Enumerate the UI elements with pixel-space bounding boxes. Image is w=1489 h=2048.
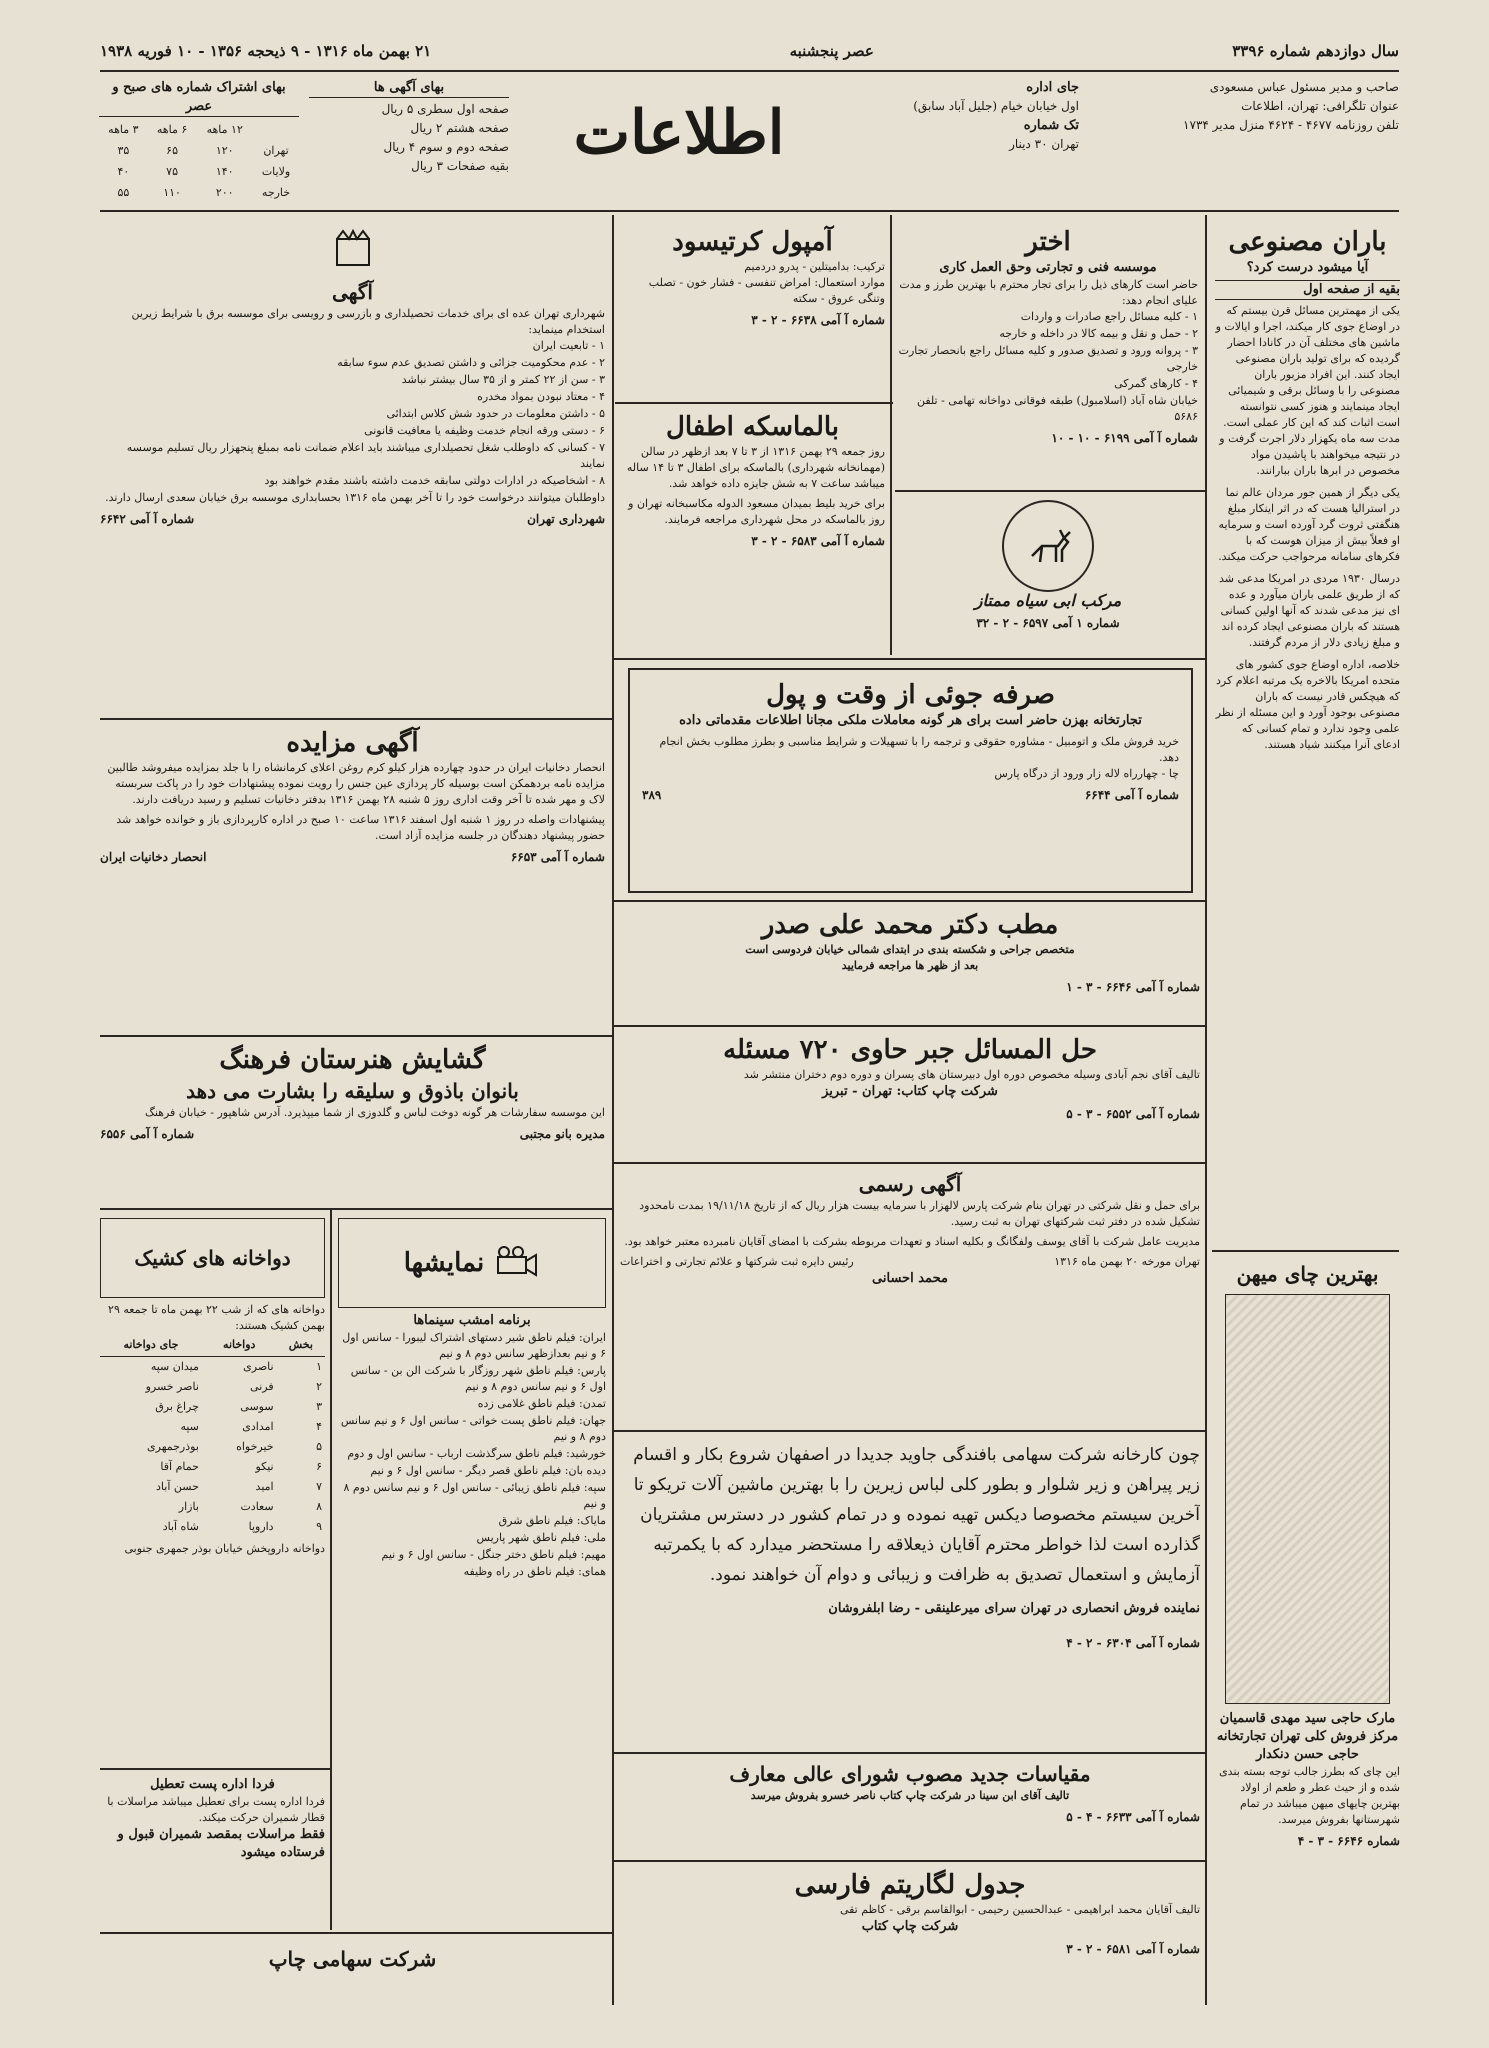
ad-body: تالیف آقایان محمد ابراهیمی - عبدالحسین رحیمی - ابوالقاسم برقی - کاظم تقی xyxy=(839,1903,1200,1916)
notice-note: فقط مراسلات بمقصد شمیران قبول و فرستاده میشود xyxy=(117,1827,325,1860)
notice-official xyxy=(620,1170,1200,1425)
office-label: جای اداره xyxy=(1026,80,1079,95)
table-row: ۵ خیرخواه بوذرجمهری xyxy=(147,1440,322,1453)
section-title: دواخانه های کشیک xyxy=(134,1246,291,1270)
issue-date: ۲۱ بهمن ماه ۱۳۱۶ - ۹ ذیحجه ۱۳۵۶ - ۱۰ فوریه ۱۹۳۸ xyxy=(100,42,432,60)
ad-title: بالماسکه اطفال xyxy=(665,412,840,442)
woman-illustration xyxy=(1225,1294,1390,1704)
section-pharmacies xyxy=(100,1218,325,1763)
notice-body: فردا اداره پست برای تعطیل میباشد مراسلات با قطار شمیران حرکت میکند. xyxy=(107,1795,325,1824)
table-row: ۲ فرنی ناصر خسرو xyxy=(145,1380,322,1393)
top-line xyxy=(100,42,1399,68)
ad-reference-row xyxy=(100,848,605,866)
ad-subtitle: تجارتخانه بهزن حاضر است برای هر گونه معاملات ملکی مجانا اطلاعات مقدماتی داده xyxy=(679,713,1142,728)
notice-body: مدیریت عامل شرکت با آقای یوسف ولفگانگ و بکلیه اسناد و تعهدات مربوطه بشرکت با امضای آقایان نامبرده معتبر خواهد بود. xyxy=(624,1235,1200,1248)
ink-brand: مرکب ابی سیاه ممتاز xyxy=(974,591,1122,610)
masthead-office xyxy=(849,78,1079,203)
list-item: جهان: فیلم ناطق پست خواتی - سانس اول ۶ و نیم سانس دوم ۸ و نیم xyxy=(340,1414,606,1443)
list-item: ۶ - دستی ورقه انجام خدمت وظیفه یا معافیت قانونی xyxy=(364,424,605,437)
single-copy-price: تهران ۳۰ دینار xyxy=(1009,137,1079,151)
ad-subtitle: بانوان باذوق و سلیقه را بشارت می دهد xyxy=(186,1079,519,1103)
cinema-list xyxy=(338,1330,606,1580)
edition: عصر پنجشنبه xyxy=(789,42,874,60)
newspaper-logo: اطلاعات xyxy=(573,98,785,168)
ad-body: خرید فروش ملک و اتومبیل - مشاوره حقوقی و ترجمه را با تسهیلات و شرایط مناسبی و بطرز مطلوب بخش انجام دهد. xyxy=(659,735,1179,764)
ad-title: آمپول کرتیسود xyxy=(672,227,833,257)
ad-doctor xyxy=(620,908,1200,1018)
ad-reference: شماره آ آمی ۶۵۵۲ - ۳ - ۵ xyxy=(1066,1107,1200,1121)
ad-body: انحصار دخانیات ایران در حدود چهارده هزار کیلو کرم روغن اعلای کرمانشاه را با جلد بمزایده میفروشد طالبین مزایده نامه بردهمکن است بوسیله کار پردازی عین جنس را رویت نموده پیشنهادات خود را در پاکت سربسته لاک و مهر شده تا آخر وقت اداری روز ۵ شنبه ۲۸ بهمن ۱۳۱۶ بدفتر دخانیات تسلیم و رسید دریافت دارند. xyxy=(107,761,605,806)
ad-subtitle: موسسه فنی و تجارتی وحق العمل کاری xyxy=(939,260,1157,275)
table-row: ولایات ۱۴۰ ۷۵ ۴۰ xyxy=(117,165,291,178)
article-artificial-rain xyxy=(1215,225,1400,1245)
ad-reference: شماره آ آمی ۶۶۵۳ xyxy=(510,850,605,864)
printer-line: شرکت سهامی چاپ xyxy=(268,1947,437,1971)
ad-body: ترکیب: بدامیتلین - پدرو دردمیم xyxy=(744,260,885,273)
list-item: ۱ - تابعیت ایران xyxy=(532,339,605,352)
ad-tickets: برای خرید بلیط بمیدان مسعود الدوله مکاسبخانه تهران و روز بالماسکه در محل شهرداری مراجعه فرمایند. xyxy=(628,497,885,526)
ad-best-tea xyxy=(1215,1260,1400,1990)
ad-agent: نماینده فروش انحصاری در تهران سرای میرعلینقی - رضا ابلفروشان xyxy=(828,1601,1200,1616)
ad-reference: شماره آ آمی ۶۱۹۹ - ۱۰ - ۱۰ xyxy=(1051,431,1198,445)
ad-list xyxy=(898,309,1198,392)
pharmacy-illustration xyxy=(100,1218,325,1298)
ad-reference: شماره آ آمی ۶۶۳۸ - ۲ - ۳ xyxy=(751,313,885,327)
ad-body: چون کارخانه شرکت سهامی بافندگی جاوید جدیدا در اصفهان شروع بکار و اقسام زیر پیراهن و زیر شلوار و بطور کلی لباس زیرین را با بهترین ماشین آلات تریکو تا آخرین سیستم مخصوصا دیکس تهیه نموده و در تمام کشور در دسترس مشتریان گذارده است لذا خواطر محترم آقایان ذیعلاقه را مستحضر میدارد که با یکمرتبه آزمایش و استعمال تصدیق به ظرافت و زیبائی و دوام آن خواهند نمود. xyxy=(633,1445,1200,1585)
list-item: مهیم: فیلم ناطق دختر جنگل - سانس اول ۶ و نیم xyxy=(381,1548,606,1561)
ad-signature: شهرداری تهران xyxy=(527,512,605,526)
phones-line: تلفن روزنامه ۴۶۷۷ - ۴۶۲۴ منزل مدیر ۱۷۳۴ xyxy=(1183,118,1399,132)
ad-rate-1: صفحه اول سطری ۵ ریال xyxy=(381,102,509,116)
pharmacy-extra: دواخانه داروپخش خیابان بوذر جمهری جنوبی xyxy=(124,1542,325,1555)
notice-footer xyxy=(620,1254,1200,1270)
office-address: اول خیابان خیام (جلیل آباد سابق) xyxy=(913,99,1079,113)
list-item: ۱ - کلیه مسائل راجع صادرات و واردات xyxy=(1020,310,1198,323)
ad-saving xyxy=(628,668,1193,893)
list-item: پارس: فیلم ناطق شهر روزگار با شرکت الن بن - سانس اول ۶ و نیم سانس دوم ۸ و نیم xyxy=(350,1364,606,1393)
ad-municipality xyxy=(100,225,605,715)
list-item: ملی: فیلم ناطق شهر پاریس xyxy=(476,1531,606,1544)
emblem-icon xyxy=(100,225,605,278)
ad-footer: داوطلبان میتوانند درخواست خود را تا آخر بهمن ماه ۱۳۱۶ بحسابداری موسسه برق خیابان سعدی ارسال دارند. xyxy=(105,491,605,504)
ad-publisher: شرکت چاپ کتاب xyxy=(861,1919,959,1934)
ad-akhtar xyxy=(898,225,1198,485)
table-row: ۸ سعادت بازار xyxy=(178,1500,322,1513)
list-item: همای: فیلم ناطق در راه وظیفه xyxy=(463,1565,606,1578)
ad-kids-masquerade xyxy=(620,410,885,655)
ad-body: تالیف آقای نجم آبادی وسیله مخصوص دوره اول دبیرستان های پسران و دوره دوم دختران منتشر شد xyxy=(743,1068,1200,1081)
table-row: ۳ سوسی چراغ برق xyxy=(155,1400,322,1413)
table-row: تهران ۱۲۰ ۶۵ ۳۵ xyxy=(117,144,289,157)
ad-auction xyxy=(100,726,605,1031)
ad-reference-row xyxy=(100,510,605,528)
ad-art-school xyxy=(100,1043,605,1203)
ad-signature: انحصار دخانیات ایران xyxy=(100,850,207,864)
ad-reference: شماره ۱ آمی ۶۵۹۷ - ۲ - ۳۲ xyxy=(976,616,1120,630)
ad-reference-row xyxy=(642,786,1179,804)
section-intro: دواخانه های که از شب ۲۲ بهمن ماه تا جمعه ۲۹ بهمن کشیک هستند: xyxy=(108,1303,325,1332)
table-row: ۹ داروپا شاه آباد xyxy=(162,1520,322,1533)
ad-scales xyxy=(620,1760,1200,1855)
ad-title: گشایش هنرستان فرهنگ xyxy=(219,1045,486,1075)
owner-line: صاحب و مدیر مسئول عباس مسعودی xyxy=(1209,80,1399,94)
ad-title: آگهی xyxy=(332,280,373,304)
masthead-logo xyxy=(519,78,839,203)
list-item: ۸ - اشخاصیکه در ادارات دولتی سابقه خدمت داشته باشند مقدم خواهند بود xyxy=(264,474,605,487)
ad-title: مقیاسات جدید مصوب شورای عالی معارف xyxy=(729,1762,1091,1786)
table-row: ۷ امید حسن آباد xyxy=(156,1480,322,1493)
article-paragraph: خلاصه، اداره اوضاع جوی کشور های متحده امریکا بالاخره یک مرتبه اعلام کرد که هیچکس قادر نیست که باران مصنوعی بوجود آورد و این مسئله از نظر علمی وجود ندارد و تمام کسانی که ادعای آنرا میکنند شیاد هستند. xyxy=(1215,658,1400,751)
ad-intro: شهرداری تهران عده ای برای خدمات تحصیلداری و بازرسی و رویسی برای موسسه برق با شرایط زیرین استخدام مینماید: xyxy=(131,307,605,336)
article-paragraph: درسال ۱۹۳۰ مردی در امریکا مدعی شد که از طریق علمی باران میآورد و عده ای نیز مدعی شدند که آنها اولین کسانی هستند که باران مصنوعی ایجاد کرده اند و مبلغ زیادی دلار از مردم گرفتند. xyxy=(1219,572,1400,649)
article-title: باران مصنوعی xyxy=(1228,227,1387,257)
ad-title: آگهی مزایده xyxy=(286,728,419,758)
list-item: تمدن: فیلم ناطق غلامی زده xyxy=(477,1397,606,1410)
ad-body: روز جمعه ۲۹ بهمن ۱۳۱۶ از ۳ تا ۷ بعد ازظهر در سالن (مهمانخانه شهرداری) بالماسکه برای اطفال ۳ تا ۱۴ ساله میباشد ساعت ۷ به شش جایزه داده خواهد شد. xyxy=(626,445,885,490)
ad-hours: بعد از ظهر ها مراجعه فرمایید xyxy=(841,959,979,972)
ad-algebra xyxy=(620,1033,1200,1158)
ad-reference: شماره ۶۶۴۶ - ۳ - ۴ xyxy=(1297,1834,1400,1848)
ad-title: اختر xyxy=(1025,227,1071,257)
ad-ink xyxy=(898,500,1198,650)
ad-subtitle: متخصص جراحی و شکسته بندی در ابتدای شمالی خیابان فردوسی است xyxy=(745,943,1075,956)
ad-reference-row xyxy=(100,1125,605,1143)
ad-title: جدول لگاریتم فارسی xyxy=(794,1870,1026,1900)
ad-title: مطب دکتر محمد علی صدر xyxy=(761,910,1059,940)
list-item: ۴ - کارهای گمرکی xyxy=(1114,377,1198,390)
notice-date: تهران مورخه ۲۰ بهمن ماه ۱۳۱۶ xyxy=(1054,1255,1200,1268)
list-item: ۷ - کسانی که داوطلب شغل تحصیلداری میباشند باید اعلام ضمانت نامه بمبلغ پنجهزار ریال تسلیم موسسه نمایند xyxy=(126,441,605,470)
ad-body: این موسسه سفارشات هر گونه دوخت لباس و گلدوزی از شما میپذیرد. آدرس شاهپور - خیابان فرهنگ xyxy=(145,1106,605,1119)
section-title: نمایشها xyxy=(403,1248,485,1278)
ad-list xyxy=(100,338,605,489)
ad-reference: شماره آ آمی ۶۶۴۶ - ۳ - ۱ xyxy=(1066,980,1200,994)
article-paragraph: یکی دیگر از همین جور مردان عالم نما در استرالیا هست که در اثر اینکار مبلغ هنگفتی ثروت گرد آورده است و سرمایه او فعلاً بیش از میزان هوست که با فکرهای سامانه مرحواجب حرکت میکند. xyxy=(1218,486,1400,563)
ad-rate-3: صفحه دوم و سوم ۴ ریال xyxy=(383,140,509,154)
ad-reference: شماره آ آمی ۶۶۳۳ - ۴ - ۵ xyxy=(1066,1810,1200,1824)
ad-address: خیابان شاه آباد (اسلامبول) طبقه فوقانی دواخانه تهامی - تلفن ۵۶۸۶ xyxy=(916,394,1198,423)
list-item: خورشید: فیلم ناطق سرگذشت ارباب - سانس اول و دوم xyxy=(347,1447,606,1460)
ad-reference: شماره آ آمی ۶۵۵۶ xyxy=(100,1127,195,1141)
notice-title: آگهی رسمی xyxy=(858,1172,962,1196)
subscription-rates xyxy=(99,78,299,203)
list-item: ۳ - پروانه ورود و تصدیق صدور و کلیه مسائل راجع بانحصار تجارت خارجی xyxy=(898,344,1198,373)
single-copy-label: تک شماره xyxy=(1023,118,1079,133)
list-item: ۲ - حمل و نقل و بیمه کالا در داخله و خارجه xyxy=(999,327,1198,340)
pharmacy-table: بخش دواخانه جای دواخانه ۱ ناصری میدان سپه ۲ فرنی ناصر خسرو ۳ سوسی چراغ برق ۴ امدادی سپه ۵ خیرخواه بوذرجمهری ۶ نیکو حمام آقا ۷ امید حسن آباد ۸ سعادت بازار ۹ داروپا شاه آباد xyxy=(100,1334,325,1537)
ad-rates-title: بهای آگهی ها xyxy=(309,78,509,98)
ad-manager: مدیره بانو مجتبی xyxy=(519,1127,605,1141)
ad-rates xyxy=(309,78,509,203)
list-item: دیده بان: فیلم ناطق قصر دیگر - سانس اول ۶ و نیم xyxy=(370,1464,606,1477)
list-item: مایاک: فیلم ناطق شرق xyxy=(498,1514,606,1527)
ad-body: حاضر است کارهای ذیل را برای تجار محترم با بهترین طرز و مدت علیای انجام دهد: xyxy=(899,278,1198,307)
list-item: ۲ - عدم محکومیت جزائی و داشتن تصدیق عدم سوء سابقه xyxy=(337,356,605,369)
ad-title: بهترین چای میهن xyxy=(1236,1262,1379,1286)
notice-signer-title: رئیس دایره ثبت شرکتها و علائم تجارتی و اختراعات xyxy=(620,1255,854,1268)
ad-number: ۳۸۹ xyxy=(642,788,662,802)
masthead xyxy=(100,78,1399,203)
masthead-info xyxy=(1089,78,1399,203)
notice-signer: محمد احسانی xyxy=(872,1271,948,1286)
list-item: ۳ - سن از ۲۲ کمتر و از ۳۵ سال بیشتر نباشد xyxy=(401,373,605,386)
section-cinemas xyxy=(338,1218,606,1928)
ad-rate-4: بقیه صفحات ۳ ریال xyxy=(411,159,509,173)
ad-reference: شماره آ آمی ۶۵۸۱ - ۲ - ۳ xyxy=(1066,1942,1200,1956)
ad-publisher: شرکت چاپ کتاب: تهران - تبریز xyxy=(822,1084,998,1099)
article-subtitle: آیا میشود درست کرد؟ xyxy=(1246,260,1369,275)
ad-reference: شماره آ آمی ۶۵۸۳ - ۲ - ۳ xyxy=(751,534,885,548)
notice-title: فردا اداره پست تعطیل xyxy=(150,1777,275,1792)
subscription-title: بهای اشتراک شماره های صبح و عصر xyxy=(99,78,299,117)
list-item: ۴ - معتاد نبودن بمواد مخدره xyxy=(477,390,605,403)
table-row: خارجه ۲۰۰ ۱۱۰ ۵۵ xyxy=(117,186,291,199)
list-item: ۵ - داشتن معلومات در حدود شش کلاس ابتدائی xyxy=(386,407,605,420)
ad-ampoule xyxy=(620,225,885,400)
continued-note: بقیه از صفحه اول xyxy=(1215,280,1400,300)
deer-stamp-icon xyxy=(1002,500,1094,592)
table-row: ۱ ناصری میدان سپه xyxy=(150,1360,322,1373)
ad-address: چا - چهارراه لاله زار ورود از درگاه پارس xyxy=(994,767,1179,780)
deer-icon xyxy=(1018,516,1078,576)
tea-body: این چای که بطرز جالب توجه بسته بندی شده و از حیث عطر و طعم از اولاد بهترین چایهای میهن میباشد در تمام شهرستانها بفروش میرسد. xyxy=(1219,1765,1400,1826)
ad-title: حل المسائل جبر حاوی ۷۲۰ مسئله xyxy=(723,1035,1097,1065)
ad-body: تالیف آقای ابن سینا در شرکت چاپ کتاب ناصر خسرو بفروش میرسد xyxy=(750,1789,1070,1802)
tea-center: مرکز فروش کلی تهران تجارتخانه xyxy=(1216,1729,1399,1744)
article-paragraph: یکی از مهمترین مسائل قرن بیستم که در اوضاع جوی کار میکند، اجرا و ایالات و ماشین های مختلف آن در کانادا احضار گردیده که برای تولید باران مصنوعی ایجاد کنند. این افراد مزبور باران مصنوعی را با وسائل برقی و شیمیائی ایجاد مینمایند و هنوز کسی نتوانسته است اثبات کند که این کار عملی است. مدت سه ماه یکهزار دلار اجرت گرفت و در نتیجه میخواهند با پاشیدن مواد مخصوص در ابرها باران ببارانند. xyxy=(1215,304,1400,477)
ad-reference: شماره آ آمی ۶۳۰۴ - ۲ - ۴ xyxy=(1066,1636,1200,1650)
ad-reference: شماره آ آمی ۶۶۴۲ xyxy=(100,512,195,526)
table-row: ۶ نیکو حمام آقا xyxy=(160,1460,322,1473)
projector-illustration xyxy=(338,1218,606,1308)
notice-body: برای حمل و نقل شرکتی در تهران بنام شرکت پارس لالهزار با سرمایه بیست هزار ریال که از تاریخ ۱۹/۱۱/۱۸ بمدت نامحدود تشکیل شده در دفتر ثبت شرکتهای تهران به ثبت رسید. xyxy=(639,1199,1200,1228)
ad-factory xyxy=(620,1440,1200,1745)
table-row: ۴ امدادی سپه xyxy=(180,1420,322,1433)
list-item: ایران: فیلم ناطق شیر دستهای اشتراک لیبورا - سانس اول ۶ و نیم بعدازظهر سانس دوم ۸ و نیم xyxy=(342,1331,606,1360)
notice-post-office xyxy=(100,1776,325,1926)
volume-number: سال دوازدهم شماره ۳۳۹۶ xyxy=(1232,42,1399,60)
section-subtitle: برنامه امشب سینماها xyxy=(413,1313,531,1328)
ad-rate-2: صفحه هشتم ۲ ریال xyxy=(410,121,509,135)
tea-brand: مارک حاجی سید مهدی قاسمیان xyxy=(1219,1711,1396,1726)
list-item: سپه: فیلم ناطق زیبائی - سانس اول ۶ و نیم سانس دوم ۸ و نیم xyxy=(343,1481,606,1510)
projector-icon xyxy=(492,1243,540,1283)
ad-body: پیشنهادات واصله در روز ۱ شنبه اول اسفند ۱۳۱۶ ساعت ۱۰ صبح در اداره کارپردازی باز و خوانده خواهد شد حضور پیشنهاد دهندگان در جلسه مزایده آزاد است. xyxy=(116,813,605,842)
tea-owner: حاجی حسن دنکدار xyxy=(1256,1747,1359,1762)
ad-use: موارد استعمال: امراض تنفسی - فشار خون - تصلب وتنگی عروق - سکته xyxy=(648,276,885,305)
ad-reference: شماره آ آمی ۶۶۴۴ xyxy=(1084,788,1179,802)
telegraph-line: عنوان تلگرافی: تهران، اطلاعات xyxy=(1241,99,1399,113)
ad-logarithm xyxy=(620,1868,1200,1998)
ad-title: صرفه جوئی از وقت و پول xyxy=(766,680,1055,710)
subscription-table: ۱۲ ماهه ۶ ماهه ۳ ماهه تهران ۱۲۰ ۶۵ ۳۵ ولایات ۱۴۰ ۷۵ ۴۰ خارجه ۲۰۰ ۱۱۰ ۵۵ xyxy=(99,119,299,203)
